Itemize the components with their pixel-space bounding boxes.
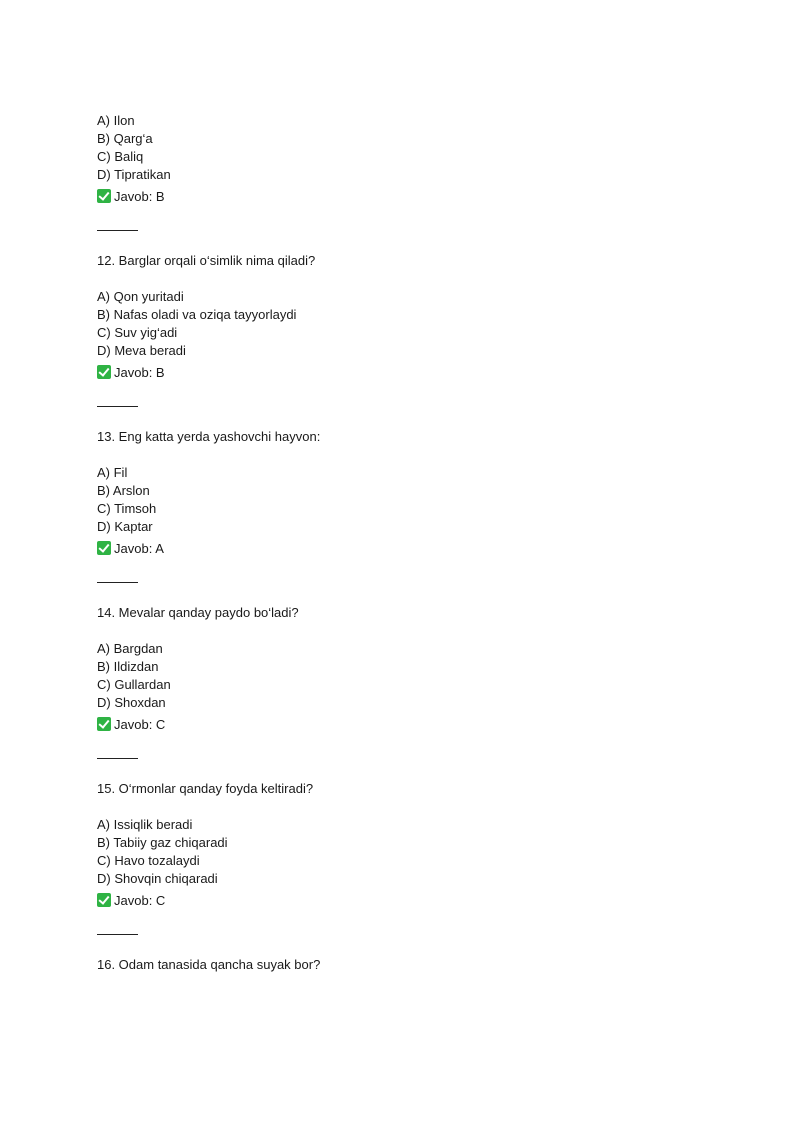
question-block (97, 252, 717, 383)
option: A) Issiqlik beradi (97, 817, 193, 832)
quiz-document (97, 112, 717, 992)
option: D) Meva beradi (97, 343, 186, 358)
question-text: 12. Barglar orqali o‘simlik nima qiladi? (97, 253, 316, 268)
question-text: 14. Mevalar qanday paydo bo‘ladi? (97, 605, 299, 620)
question-text: 15. O‘rmonlar qanday foyda keltiradi? (97, 781, 314, 796)
option: B) Arslon (97, 483, 150, 498)
option: C) Timsoh (97, 501, 157, 516)
option: B) Qarg‘a (97, 131, 153, 146)
answer-text: Javob: B (114, 188, 165, 204)
check-mark-icon (97, 189, 111, 203)
question-block (97, 604, 717, 735)
check-mark-icon (97, 717, 111, 731)
separator-line (97, 758, 138, 759)
option: A) Qon yuritadi (97, 289, 184, 304)
option: D) Kaptar (97, 519, 153, 534)
option: D) Tipratikan (97, 167, 171, 182)
option: C) Havo tozalaydi (97, 853, 200, 868)
option: B) Nafas oladi va oziqa tayyorlaydi (97, 307, 297, 322)
separator-row (97, 207, 717, 243)
separator-row (97, 559, 717, 595)
question-block (97, 428, 717, 559)
question-block (97, 780, 717, 911)
separator-line (97, 582, 138, 583)
answer-text: Javob: C (114, 892, 166, 908)
check-mark-icon (97, 541, 111, 555)
answer-line (97, 185, 717, 207)
question-text: 16. Odam tanasida qancha suyak bor? (97, 957, 321, 972)
option: A) Ilon (97, 113, 135, 128)
question-text: 13. Eng katta yerda yashovchi hayvon: (97, 429, 321, 444)
separator-line (97, 406, 138, 407)
answer-text: Javob: B (114, 364, 165, 380)
option: C) Suv yig‘adi (97, 325, 178, 340)
option: D) Shovqin chiqaradi (97, 871, 218, 886)
answer-line (97, 713, 717, 735)
answer-line (97, 537, 717, 559)
question-block (97, 112, 717, 207)
answer-line (97, 889, 717, 911)
option: C) Gullardan (97, 677, 171, 692)
option: C) Baliq (97, 149, 144, 164)
answer-text: Javob: A (114, 540, 164, 556)
separator-line (97, 934, 138, 935)
check-mark-icon (97, 893, 111, 907)
option: D) Shoxdan (97, 695, 166, 710)
separator-line (97, 230, 138, 231)
option: A) Fil (97, 465, 128, 480)
answer-line (97, 361, 717, 383)
check-mark-icon (97, 365, 111, 379)
answer-text: Javob: C (114, 716, 166, 732)
separator-row (97, 383, 717, 419)
separator-row (97, 735, 717, 771)
option: A) Bargdan (97, 641, 163, 656)
option: B) Ildizdan (97, 659, 159, 674)
question-block (97, 956, 717, 974)
separator-row (97, 911, 717, 947)
option: B) Tabiiy gaz chiqaradi (97, 835, 228, 850)
